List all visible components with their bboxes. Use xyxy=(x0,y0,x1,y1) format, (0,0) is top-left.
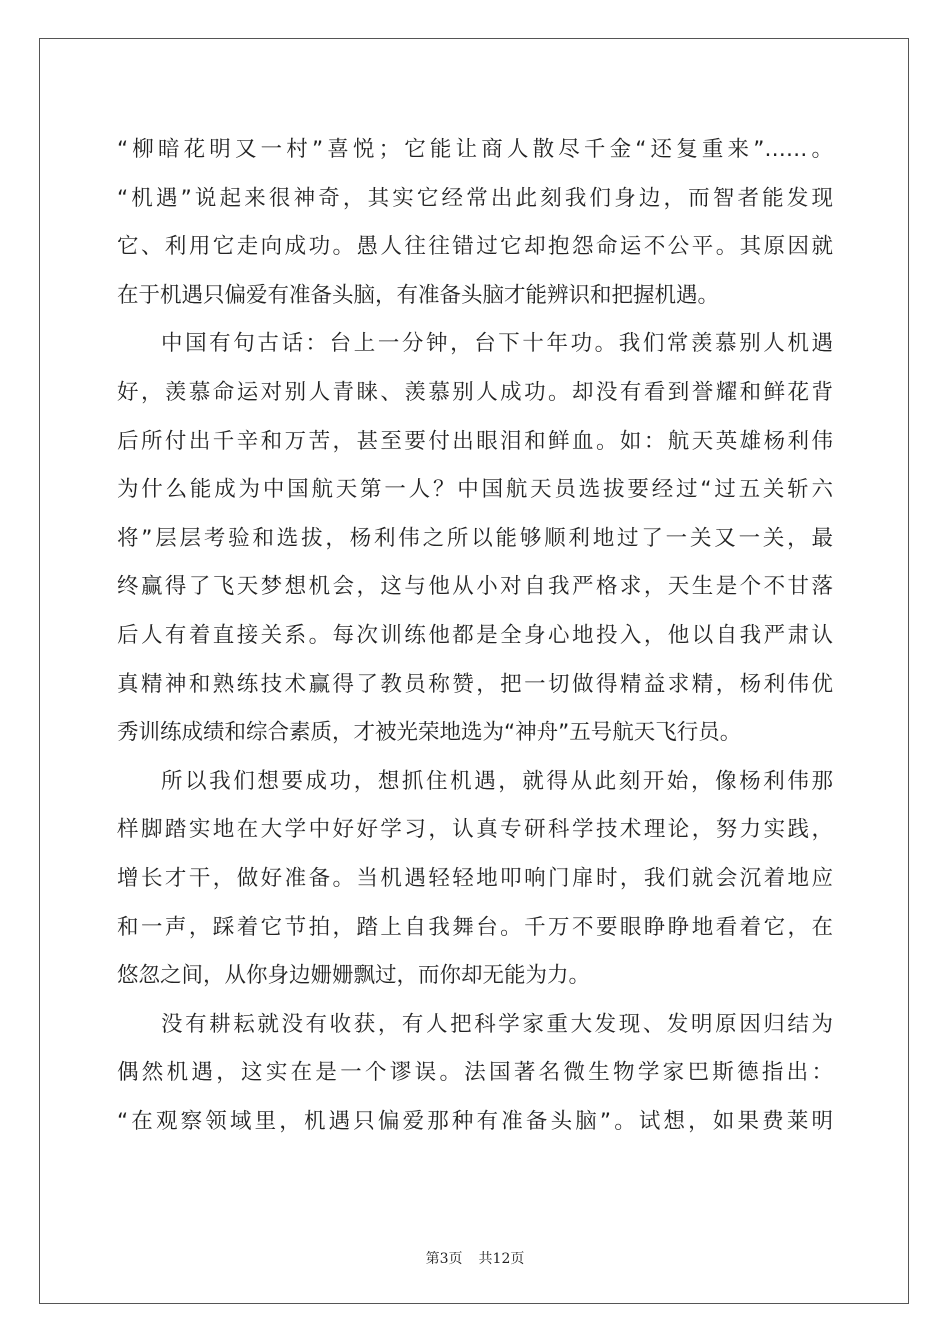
text-line: 好，羡慕命运对别人青睐、羡慕别人成功。却没有看到誉耀和鲜花背 xyxy=(117,379,833,405)
page-number: 第3页 xyxy=(425,1251,463,1267)
text-line: 和一声，踩着它节拍，踏上自我舞台。千万不要眼睁睁地看着它，在 xyxy=(117,914,833,940)
paragraph-2 xyxy=(117,320,833,757)
text-line: 在于机遇只偏爱有准备头脑，有准备头脑才能辨识和把握机遇。 xyxy=(117,282,720,308)
text-line: 为什么能成为中国航天第一人？中国航天员选拔要经过“过五关斩六 xyxy=(117,477,833,503)
text-line: 偶然机遇，这实在是一个谬误。法国著名微生物学家巴斯德指出： xyxy=(117,1060,833,1086)
text-line: 后所付出千辛和万苦，甚至要付出眼泪和鲜血。如：航天英雄杨利伟 xyxy=(117,428,833,454)
text-line: 秀训练成绩和综合素质，才被光荣地选为“神舟”五号航天飞行员。 xyxy=(117,720,742,746)
text-line: 将”层层考验和选拔，杨利伟之所以能够顺利地过了一关又一关，最 xyxy=(117,525,833,551)
text-line: 后人有着直接关系。每次训练他都是全身心地投入，他以自我严肃认 xyxy=(117,622,833,648)
document-body xyxy=(117,126,833,1146)
text-line: 真精神和熟练技术赢得了教员称赞，把一切做得精益求精，杨利伟优 xyxy=(117,671,833,697)
page-total: 共12页 xyxy=(478,1251,525,1267)
paragraph-1 xyxy=(117,126,833,320)
text-line: “机遇”说起来很神奇，其实它经常出此刻我们身边，而智者能发现 xyxy=(117,185,833,211)
text-line: 中国有句古话：台上一分钟，台下十年功。我们常羡慕别人机遇 xyxy=(161,331,833,357)
text-line: “在观察领域里，机遇只偏爱那种有准备头脑”。试想，如果费莱明 xyxy=(117,1108,833,1134)
text-line: 增长才干，做好准备。当机遇轻轻地叩响门扉时，我们就会沉着地应 xyxy=(117,865,833,891)
text-line: 终赢得了飞天梦想机会，这与他从小对自我严格求，天生是个不甘落 xyxy=(117,574,833,600)
text-line: 样脚踏实地在大学中好好学习，认真专研科学技术理论，努力实践， xyxy=(117,817,833,843)
text-line: “柳暗花明又一村”喜悦；它能让商人散尽千金“还复重来”……。 xyxy=(117,137,833,162)
paragraph-3 xyxy=(117,758,833,1001)
text-line: 它、利用它走向成功。愚人往往错过它却抱怨命运不公平。其原因就 xyxy=(117,234,833,260)
text-line: 悠忽之间，从你身边姗姗飘过，而你却无能为力。 xyxy=(117,963,591,989)
paragraph-4 xyxy=(117,1001,833,1147)
page-footer xyxy=(0,1248,950,1268)
text-line: 所以我们想要成功，想抓住机遇，就得从此刻开始，像杨利伟那 xyxy=(161,768,833,794)
text-line: 没有耕耘就没有收获，有人把科学家重大发现、发明原因归结为 xyxy=(161,1011,833,1037)
